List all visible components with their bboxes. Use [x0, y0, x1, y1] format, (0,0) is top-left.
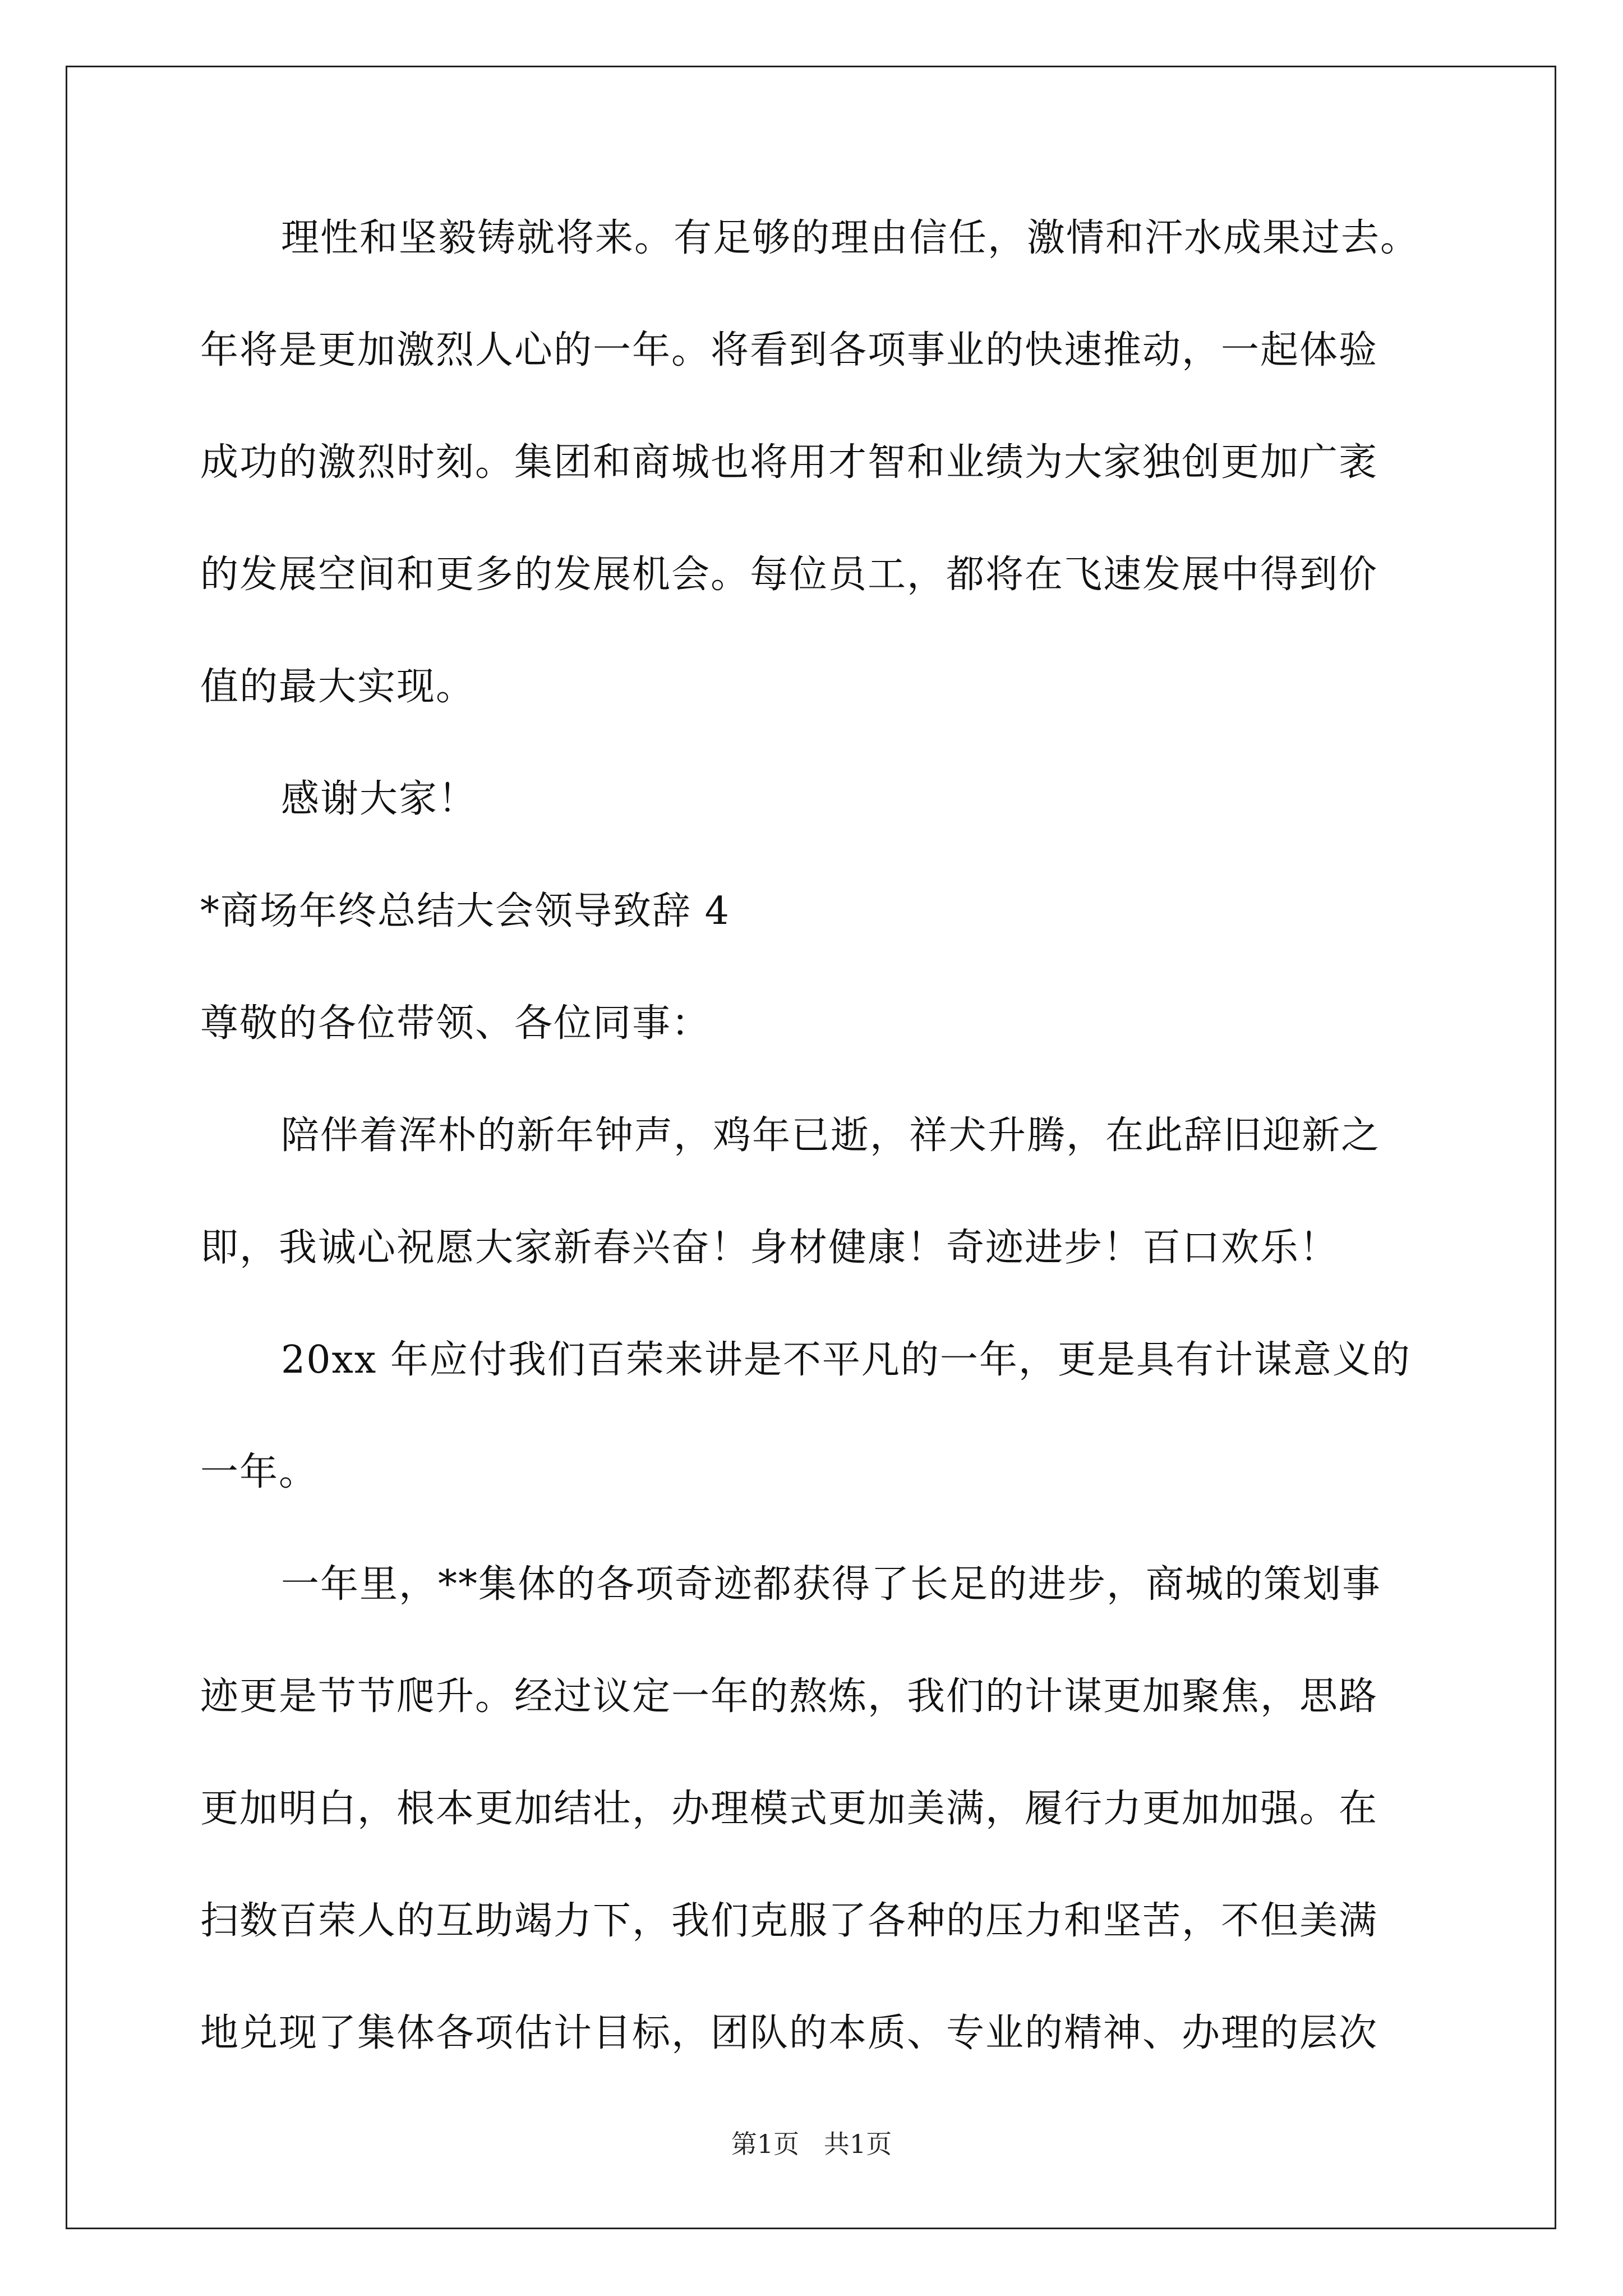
salutation: 尊敬的各位带领、各位同事：: [200, 1001, 711, 1046]
paragraph-line: 即，我诚心祝愿大家新春兴奋！身材健康！奇迹进步！百口欢乐！: [200, 1226, 1339, 1270]
paragraph-line: 值的最大实现。: [200, 665, 476, 709]
paragraph-line: 一年。: [200, 1450, 319, 1494]
paragraph-line: 更加明白，根本更加结壮，办理模式更加美满，履行力更加加强。在: [200, 1787, 1378, 1831]
paragraph-line: 一年里，**集体的各项奇迹都获得了长足的进步，商城的策划事: [281, 1562, 1382, 1607]
paragraph-line: 20xx 年应付我们百荣来讲是不平凡的一年，更是具有计谋意义的: [281, 1338, 1411, 1382]
paragraph-line: 理性和坚毅铸就将来。有足够的理由信任，激情和汗水成果过去。: [281, 216, 1420, 260]
paragraph-line: 年将是更加激烈人心的一年。将看到各项事业的快速推动，一起体验: [200, 328, 1378, 372]
paragraph-line: 扫数百荣人的互助竭力下，我们克服了各种的压力和坚苦，不但美满: [200, 1899, 1378, 1943]
page-footer: 第1页 共1页: [731, 2129, 892, 2159]
paragraph-line: 地兑现了集体各项估计目标，团队的本质、专业的精神、办理的层次: [200, 2011, 1378, 2055]
paragraph-line: 的发展空间和更多的发展机会。每位员工，都将在飞速发展中得到价: [200, 553, 1378, 597]
paragraph-line: 迹更是节节爬升。经过议定一年的熬炼，我们的计谋更加聚焦，思路: [200, 1674, 1378, 1719]
paragraph-line: 陪伴着浑朴的新年钟声，鸡年已逝，祥犬升腾，在此辞旧迎新之: [281, 1114, 1381, 1158]
section-heading: *商场年终总结大会领导致辞 4: [200, 889, 730, 933]
paragraph-line: 成功的激烈时刻。集团和商城也将用才智和业绩为大家独创更加广袤: [200, 440, 1378, 485]
paragraph-line: 感谢大家！: [281, 777, 478, 821]
